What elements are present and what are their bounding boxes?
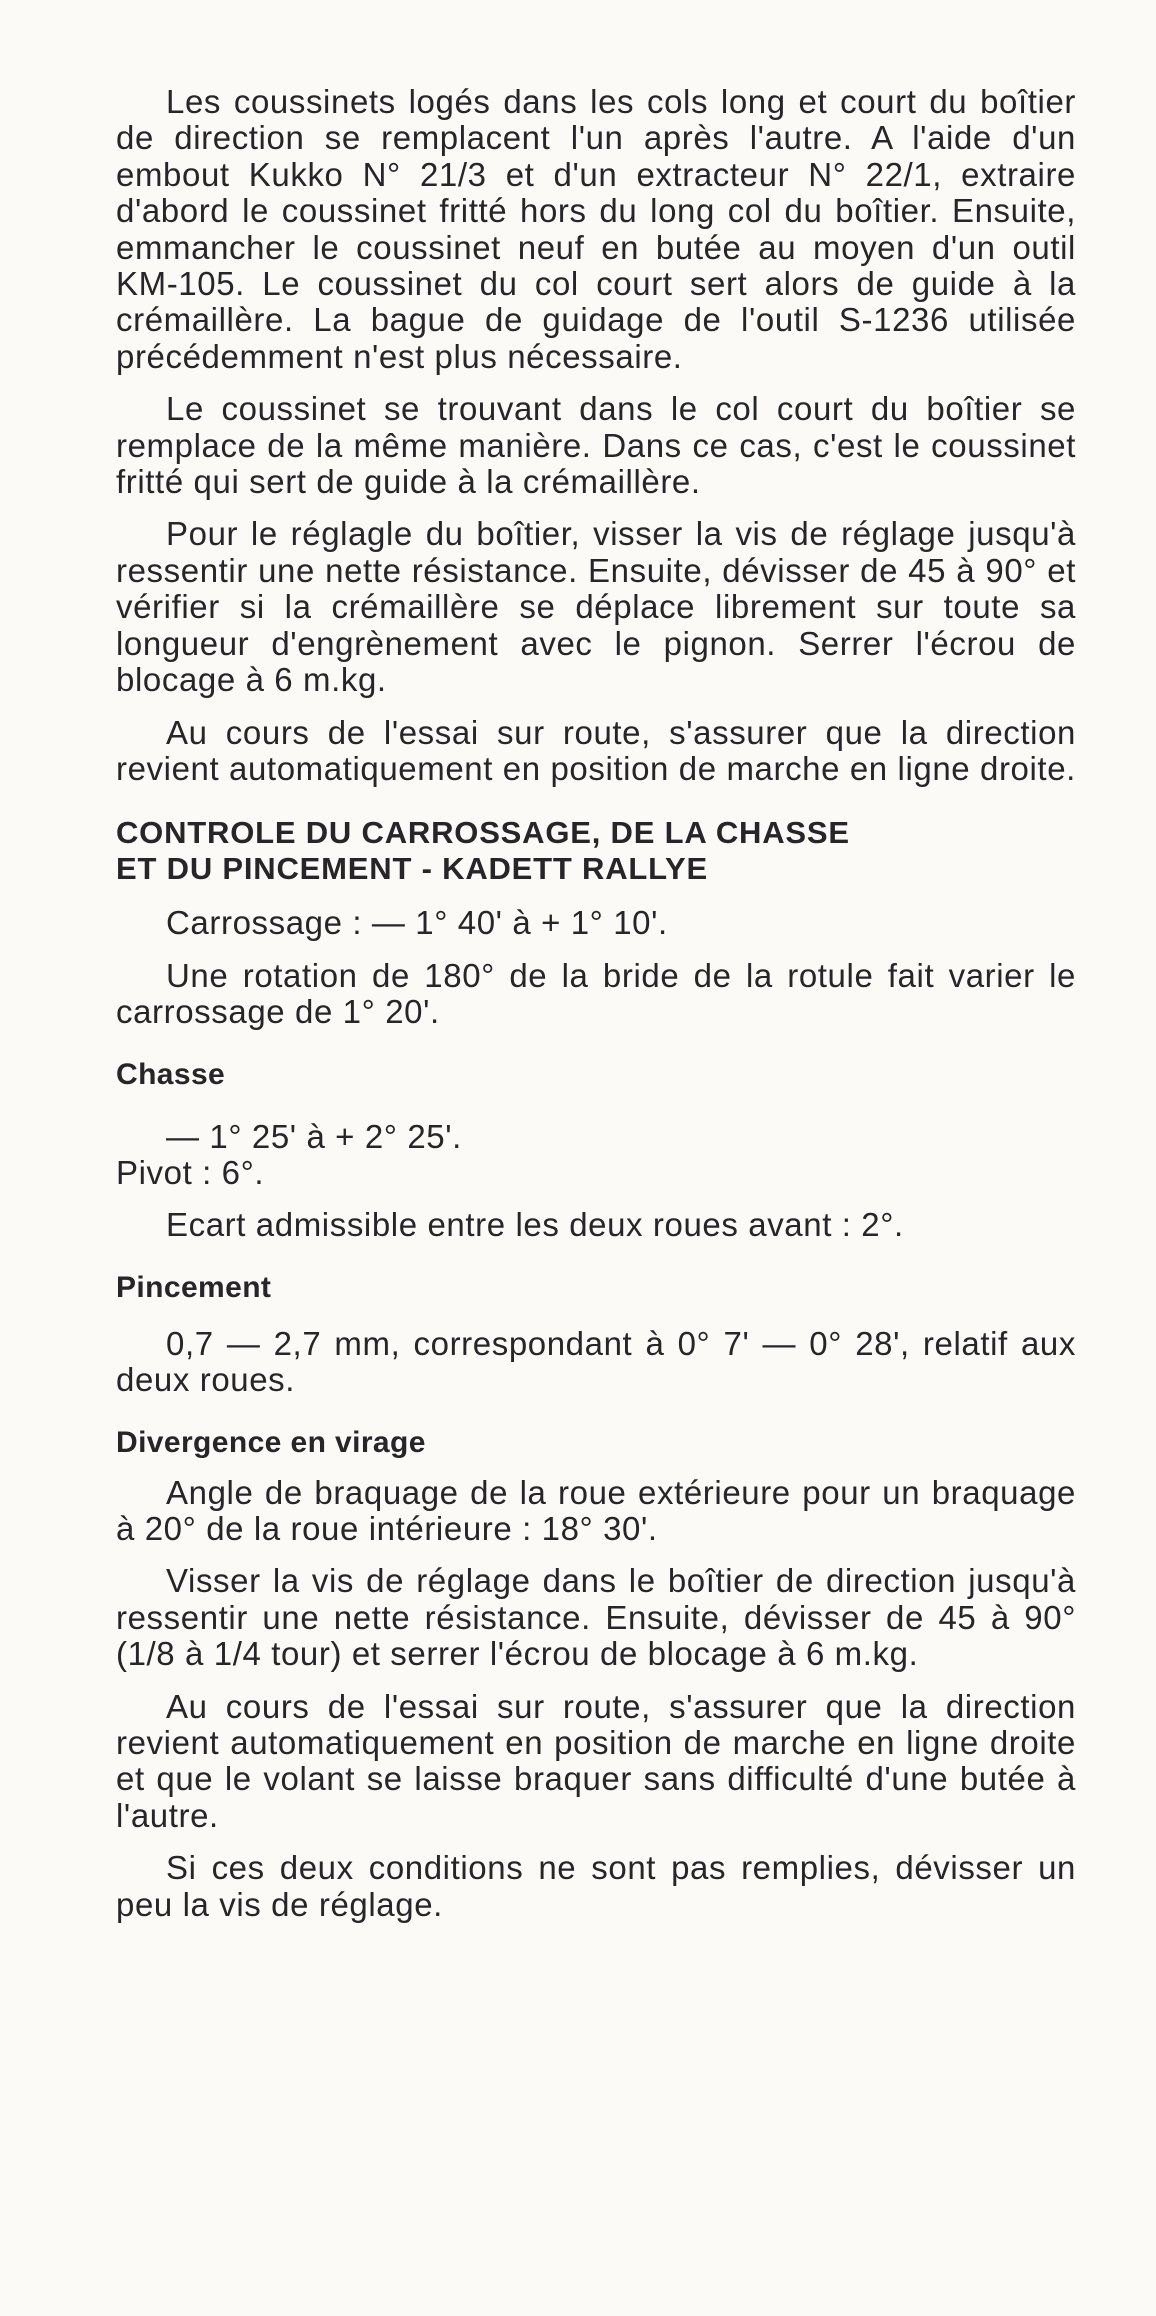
- chasse-range: — 1° 25' à + 2° 25'.: [166, 1117, 462, 1155]
- paragraph-essai-route: Au cours de l'essai sur route, s'assurer que la direction revient automatiquement en position de marche en ligne droite.: [116, 713, 1076, 787]
- pivot-value: Pivot : 6°.: [116, 1153, 265, 1191]
- chasse-heading: Chasse: [116, 1057, 226, 1091]
- section-heading-line-1: CONTROLE DU CARROSSAGE, DE LA CHASSE: [116, 815, 850, 851]
- divergence-heading: Divergence en virage: [116, 1425, 426, 1459]
- pincement-heading: Pincement: [116, 1270, 272, 1304]
- angle-braquage: Angle de braquage de la roue extérieure pour un braquage à 20° de la roue intérieure : 18° 30'.: [116, 1473, 1076, 1547]
- carrossage-value: Carrossage : — 1° 40' à + 1° 10'.: [166, 904, 668, 942]
- paragraph-col-court: Le coussinet se trouvant dans le col court du boîtier se remplace de la même manière. Dans ce cas, c'est le coussinet fritté qui sert de guide à la crémaillère.: [116, 390, 1076, 501]
- paragraph-reglage-boitier: Pour le réglagle du boîtier, visser la vis de réglage jusqu'à ressentir une nette résistance. Ensuite, dévisser de 45 à 90° et vérifier si la crémaillère se déplace librement sur toute sa longueur d'engrènement avec le pignon. Serrer l'écrou de blocage à 6 m.kg.: [116, 515, 1076, 699]
- paragraph-coussinets: Les coussinets logés dans les cols long et court du boîtier de direction se remplacent l'un après l'autre. A l'aide d'un embout Kukko N° 21/3 et d'un extracteur N° 22/1, extraire d'abord le coussinet fritté hors du long col du boîtier. Ensuite, emmancher le coussinet neuf en butée au moyen d'un outil KM-105. Le coussinet du col court sert alors de guide à la crémaillère. La bague de guidage de l'outil S-1236 utilisée précédemment n'est plus nécessaire.: [116, 83, 1076, 375]
- pincement-value: 0,7 — 2,7 mm, correspondant à 0° 7' — 0° 28', relatif aux deux roues.: [116, 1324, 1076, 1399]
- paragraph-rotation-bride: Une rotation de 180° de la bride de la rotule fait varier le carrossage de 1° 20'.: [116, 956, 1076, 1031]
- section-heading: [116, 815, 1076, 887]
- document-page: [116, 83, 1076, 1923]
- section-heading-line-2: ET DU PINCEMENT - KADETT RALLYE: [116, 851, 709, 887]
- paragraph-essai-volant: Au cours de l'essai sur route, s'assurer que la direction revient automatiquement en position de marche en ligne droite et que le volant se laisse braquer sans difficulté d'une butée à l'autre.: [116, 1687, 1076, 1834]
- paragraph-conditions: Si ces deux conditions ne sont pas remplies, dévisser un peu la vis de réglage.: [116, 1849, 1076, 1923]
- ecart-admissible: Ecart admissible entre les deux roues avant : 2°.: [166, 1206, 904, 1244]
- paragraph-visser-vis: Visser la vis de réglage dans le boîtier de direction jusqu'à ressentir une nette résistance. Ensuite, dévisser de 45 à 90° (1/8 à 1/4 tour) et serrer l'écrou de blocage à 6 m.kg.: [116, 1562, 1076, 1673]
